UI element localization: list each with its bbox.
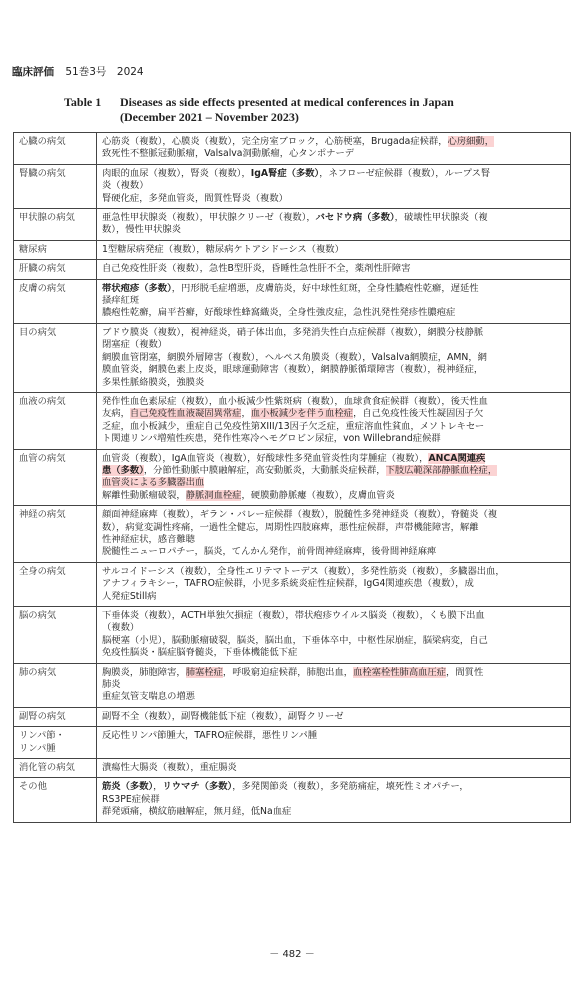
table-row [14, 164, 571, 208]
category-cell: 副腎の病気 [14, 707, 97, 726]
disease-list-cell [97, 607, 571, 664]
disease-text: 乏症，血小板減少，重症自己免疫性第XIII/13因子欠乏症，重症溶血性貧血，メソトレキセー [102, 420, 485, 432]
disease-text: 脳梗塞（小児），脳動脈瘤破裂，脳炎，脳出血，下垂体卒中，中枢性尿崩症，脳梁病変，自己 [102, 634, 488, 646]
disease-line [102, 408, 565, 420]
disease-line [102, 647, 565, 659]
disease-line [102, 263, 565, 275]
disease-text: 肺炎 [102, 679, 121, 691]
disease-text: 潰瘍性大腸炎（複数），重症腸炎 [102, 762, 237, 774]
category-cell: 神経の病気 [14, 506, 97, 563]
table-row [14, 323, 571, 392]
disease-list-cell [97, 209, 571, 241]
disease-text: 亜急性甲状腺炎（複数），甲状腺クリーゼ（複数）， [102, 212, 316, 224]
highlighted-disease: ANCA関連疾 [428, 452, 486, 464]
emphasized-disease: リウマチ（多数） [162, 781, 233, 793]
category-cell: 肺の病気 [14, 663, 97, 707]
highlighted-disease: 肺塞栓症 [185, 666, 223, 678]
disease-line [102, 396, 565, 408]
disease-text: ， [153, 781, 163, 793]
caption-period: (December 2021 – November 2023) [120, 110, 299, 124]
disease-text: ，間質性 [446, 666, 484, 678]
disease-line [102, 180, 565, 192]
disease-text: 膿疱性乾癬，扁平苔癬，好酸球性蜂窩織炎，全身性強皮症，急性汎発性発疹性膿疱症 [102, 307, 456, 319]
emphasized-disease: バセドウ病（多数） [315, 212, 395, 224]
highlighted-disease: 自己免疫性血液凝固異常症 [129, 408, 242, 420]
disease-text: 重症気管支喘息の増悪 [102, 691, 195, 703]
category-cell: 血液の病気 [14, 392, 97, 449]
highlighted-disease: 下肢広範深部静脈血栓症， [385, 464, 498, 476]
table-row [14, 663, 571, 707]
category-cell: 血管の病気 [14, 449, 97, 506]
disease-text: ，呼吸窮迫症候群，肺胞出血， [222, 666, 354, 678]
category-cell: その他 [14, 778, 97, 822]
journal-header [12, 64, 144, 79]
disease-line [102, 534, 565, 546]
highlighted-disease: 心房細動， [447, 136, 495, 147]
disease-table [13, 132, 571, 823]
disease-line [102, 148, 565, 160]
disease-text: サルコイドーシス（複数），全身性エリテマトーデス（複数），多発性筋炎（複数），多臓器出血， [102, 565, 505, 577]
disease-text: 肉眼的血尿（複数），腎炎（複数）， [102, 167, 251, 179]
disease-list-cell [97, 759, 571, 778]
disease-line [102, 781, 565, 793]
disease-line [102, 421, 565, 433]
disease-text: 自己免疫性肝炎（複数），急性B型肝炎，昏睡性急性肝不全，薬剤性肝障害 [102, 263, 411, 275]
disease-line [102, 794, 565, 806]
caption-title: Diseases as side effects presented at medical conferences in Japan [120, 95, 454, 109]
disease-text: 致死性不整脈冠動脈瘤，Valsalva洞動脈瘤，心タンポナーデ [102, 148, 355, 160]
disease-list-cell [97, 323, 571, 392]
disease-line [102, 622, 565, 634]
disease-text: 顔面神経麻痺（複数），ギラン・バレー症候群（複数），脱髄性多発神経炎（複数），脊髄炎（複 [102, 509, 498, 521]
disease-list-cell [97, 663, 571, 707]
disease-line [102, 711, 565, 723]
disease-text: 血管炎（複数），IgA血管炎（複数），好酸球性多発血管炎性肉芽腫症（複数）， [102, 452, 429, 464]
disease-line [102, 667, 565, 679]
disease-line [102, 136, 565, 148]
disease-text: 脱髄性ニューロパチー，脳炎，てんかん発作，前骨間神経麻痺，後骨間神経麻痺 [102, 546, 437, 558]
category-cell: 糖尿病 [14, 240, 97, 259]
table-row [14, 209, 571, 241]
disease-line [102, 307, 565, 319]
disease-line [102, 339, 565, 351]
table-row [14, 449, 571, 506]
disease-line [102, 635, 565, 647]
highlighted-disease: 患（多数） [102, 464, 144, 476]
disease-line [102, 679, 565, 691]
table-row [14, 727, 571, 759]
disease-line [102, 509, 565, 521]
disease-text: アナフィラキシー，TAFRO症候群，小児多系統炎症性症候群，IgG4関連疾患（複数），成 [102, 578, 474, 590]
disease-list-cell [97, 240, 571, 259]
disease-text: 解離性動脈瘤破裂， [102, 489, 186, 501]
category-cell: 全身の病気 [14, 562, 97, 606]
disease-table-body [14, 133, 571, 823]
category-cell: 心臓の病気 [14, 133, 97, 165]
table-row [14, 392, 571, 449]
disease-line [102, 364, 565, 376]
disease-list-cell [97, 260, 571, 279]
disease-text: 1型糖尿病発症（複数），糖尿病ケトアシドーシス（複数） [102, 243, 344, 255]
disease-text: 胸膜炎，肺胞障害， [102, 666, 186, 678]
disease-list-cell [97, 506, 571, 563]
disease-line [102, 691, 565, 703]
emphasized-disease: 筋炎（多数） [102, 781, 154, 793]
disease-line [102, 327, 565, 339]
table-row [14, 133, 571, 165]
disease-text: RS3PE症候群 [102, 793, 160, 805]
category-cell: 甲状腺の病気 [14, 209, 97, 241]
disease-text: 掻痒紅斑 [102, 295, 140, 307]
disease-text: ，分節性動脈中膜融解症，高安動脈炎，大動脈炎症候群， [143, 464, 386, 476]
disease-line [102, 477, 565, 489]
disease-list-cell [97, 164, 571, 208]
table-row [14, 240, 571, 259]
disease-line [102, 730, 565, 742]
highlighted-disease: 血小板減少を伴う血栓症 [250, 408, 354, 420]
disease-text: 腎硬化症，多発血管炎，間質性腎炎（複数） [102, 192, 288, 204]
category-cell: 皮膚の病気 [14, 279, 97, 323]
disease-line [102, 546, 565, 558]
disease-text: 群発頭痛，横紋筋融解症，無月経，低Na血症 [102, 806, 292, 818]
disease-list-cell [97, 727, 571, 759]
disease-line [102, 224, 565, 236]
disease-list-cell [97, 707, 571, 726]
disease-line [102, 453, 565, 465]
table-row [14, 260, 571, 279]
disease-text: 数），病覚変調性疼痛，一過性全健忘，周期性四肢麻痺，悪性症候群，声帯機能障害，解離 [102, 521, 479, 533]
emphasized-disease: IgA腎症（多数） [250, 167, 320, 179]
disease-list-cell [97, 449, 571, 506]
disease-line [102, 193, 565, 205]
disease-line [102, 591, 565, 603]
disease-line [102, 610, 565, 622]
disease-line [102, 168, 565, 180]
disease-text: 網膜血管閉塞，網膜外層障害（複数），ヘルペス角膜炎（複数），Valsalva網膜症，AMN，網 [102, 351, 487, 363]
disease-line [102, 295, 565, 307]
highlighted-disease: 血栓塞栓性肺高血圧症 [353, 666, 447, 678]
disease-line [102, 762, 565, 774]
disease-line [102, 490, 565, 502]
disease-list-cell [97, 562, 571, 606]
disease-text: 数），慢性甲状腺炎 [102, 224, 182, 236]
disease-text: ， [241, 408, 251, 420]
disease-text: 膜血管炎，網膜色素上皮炎，眼球運動障害（複数），網膜静脈循環障害（複数），視神経症， [102, 364, 484, 376]
disease-text: ，円形脱毛症増悪，皮膚筋炎，好中球性紅斑，全身性膿疱性乾癬，遅延性 [171, 282, 479, 294]
disease-line [102, 465, 565, 477]
disease-text: 閉塞症（複数） [102, 339, 168, 351]
disease-line [102, 806, 565, 818]
highlighted-disease: 血管炎による多臓器出血 [102, 477, 205, 489]
disease-text: ，自己免疫性後天性凝固因子欠 [353, 408, 484, 420]
disease-line [102, 522, 565, 534]
table-row [14, 562, 571, 606]
disease-line [102, 244, 565, 256]
disease-line [102, 578, 565, 590]
disease-text: 多果性脈絡膜炎，強膜炎 [102, 376, 205, 388]
disease-line [102, 212, 565, 224]
disease-list-cell [97, 279, 571, 323]
table-row [14, 778, 571, 822]
category-cell: 肝臓の病気 [14, 260, 97, 279]
disease-text: 心筋炎（複数），心膜炎（複数），完全房室ブロック，心筋梗塞，Brugada症候群， [102, 136, 448, 147]
category-cell: 腎臓の病気 [14, 164, 97, 208]
category-cell: 脳の病気 [14, 607, 97, 664]
disease-line [102, 377, 565, 389]
disease-text: 人発症Still病 [102, 590, 157, 602]
disease-line [102, 433, 565, 445]
disease-text: ，硬膜動静脈瘻（複数），皮膚血管炎 [241, 489, 395, 501]
disease-text: 副腎不全（複数），副腎機能低下症（複数），副腎クリーゼ [102, 710, 344, 722]
table-label: Table 1 [64, 95, 102, 109]
disease-text: （複数） [102, 622, 140, 634]
disease-text: 炎（複数） [102, 180, 149, 192]
disease-text: ，多発関節炎（複数），多発筋痛症，壊死性ミオパチー， [232, 781, 469, 793]
table-caption [64, 95, 564, 125]
page-number: － 482 － [269, 949, 315, 960]
disease-text: ，破壊性甲状腺炎（複 [394, 212, 488, 224]
disease-list-cell [97, 133, 571, 165]
table-row [14, 707, 571, 726]
highlighted-disease: 静脈洞血栓症 [185, 489, 242, 501]
journal-name: 臨床評価 [12, 66, 54, 78]
disease-text: 発作性血色素尿症（複数），血小板減少性紫斑病（複数），血球貪食症候群（複数），後天性血 [102, 395, 488, 407]
disease-line [102, 566, 565, 578]
disease-line [102, 352, 565, 364]
journal-issue: 51巻3号 2024 [65, 66, 144, 78]
category-cell: 消化管の病気 [14, 759, 97, 778]
disease-text: ブドウ膜炎（複数），視神経炎，硝子体出血，多発消失性白点症候群（複数），網膜分枝静脈 [102, 326, 484, 338]
table-row [14, 279, 571, 323]
disease-line [102, 283, 565, 295]
disease-text: 友病， [102, 408, 130, 420]
disease-text: 免疫性脳炎・脳症脳脊髄炎，下垂体機能低下症 [102, 647, 298, 659]
category-cell: 目の病気 [14, 323, 97, 392]
category-cell: リンパ節・ リンパ腫 [14, 727, 97, 759]
table-row [14, 759, 571, 778]
disease-text: 下垂体炎（複数），ACTH単独欠損症（複数），帯状疱疹ウイルス脳炎（複数），くも膜下出血 [102, 610, 485, 621]
disease-text: 反応性リンパ節腫大，TAFRO症候群，悪性リンパ腫 [102, 730, 318, 742]
disease-list-cell [97, 778, 571, 822]
table-row [14, 506, 571, 563]
disease-list-cell [97, 392, 571, 449]
table-row [14, 607, 571, 664]
disease-text: ，ネフローゼ症候群（複数），ループス腎 [319, 167, 491, 179]
disease-text: 性神経症状，感音難聴 [102, 533, 195, 545]
emphasized-disease: 帯状疱疹（多数） [102, 282, 172, 294]
disease-text: ト関連リンパ増殖性疾患，発作性寒冷ヘモグロビン尿症，von Willebrand症候群 [102, 433, 441, 445]
